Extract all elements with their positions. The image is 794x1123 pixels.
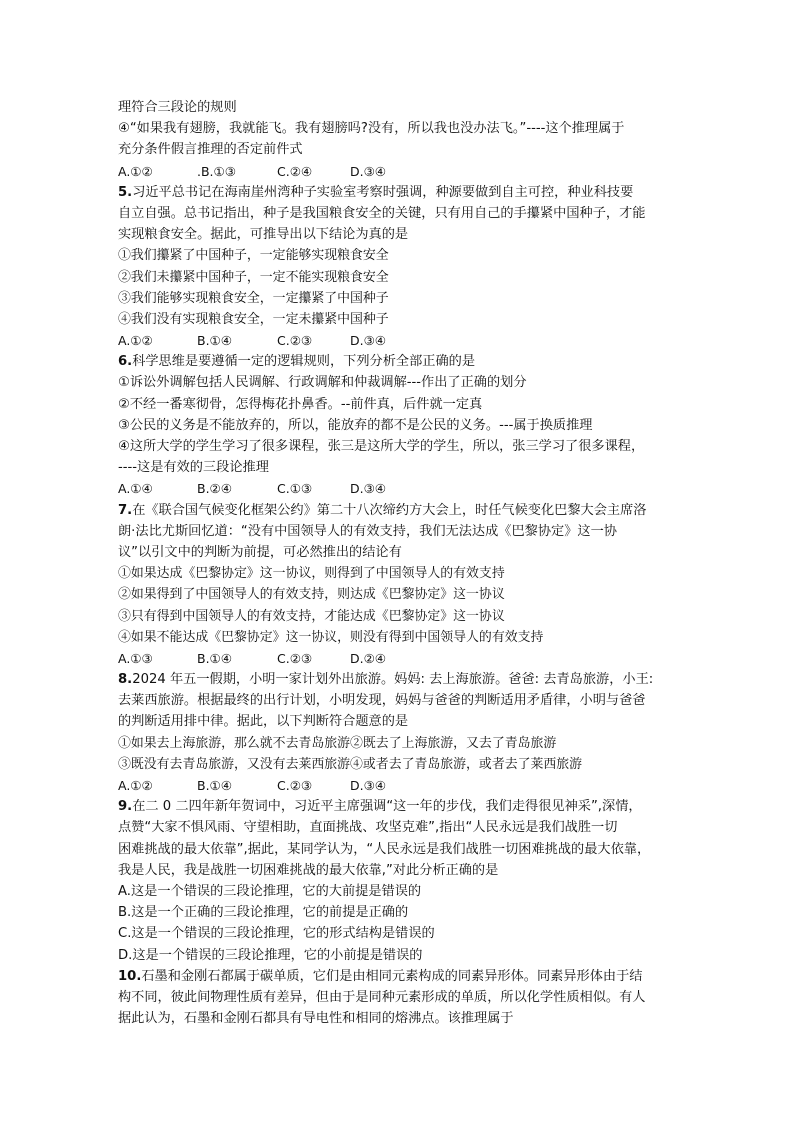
text-line <box>118 457 678 478</box>
line-text: 理符合三段论的规则 <box>118 100 237 115</box>
text-line <box>118 118 678 139</box>
line-text: 在二 0 二四年新年贺词中，习近平主席强调“这一年的步伐，我们走得很见神采”,深情， <box>132 799 642 815</box>
line-text: ③既没有去青岛旅游，又没有去莱西旅游④或者去了青岛旅游，或者去了莱西旅游 <box>118 756 583 772</box>
question-line <box>118 351 678 372</box>
text-line <box>118 415 678 436</box>
choice-c: C.①③ <box>277 481 313 497</box>
line-text: ④如果不能达成《巴黎协定》这一协议，则没有得到中国领导人的有效支持 <box>118 629 544 645</box>
text-line <box>118 203 678 224</box>
line-text: 在《联合国气候变化框架公约》第二十八次缔约方大会上，时任气候变化巴黎大会主席洛 <box>132 502 647 518</box>
text-line <box>118 139 678 160</box>
text-line <box>118 923 678 944</box>
document-page <box>118 97 678 1029</box>
line-text: ②如果得到了中国领导人的有效支持，则达成《巴黎协定》这一协议 <box>118 587 505 603</box>
text-line <box>118 542 678 563</box>
line-text: 朗·法比尤斯回忆道：“没有中国领导人的有效支持，我们无法达成《巴黎协定》这一协 <box>118 523 617 539</box>
line-text: ①如果达成《巴黎协定》这一协议，则得到了中国领导人的有效支持 <box>118 566 505 582</box>
line-text: 我是人民，我是战胜一切困难挑战的最大依靠,”对此分析正确的是 <box>118 862 499 878</box>
line-text: ④我们没有实现粮食安全，一定未攥紧中国种子 <box>118 311 389 327</box>
question-number: 9. <box>118 799 133 815</box>
choice-a: A.①③ <box>118 650 153 666</box>
option-line <box>118 245 678 266</box>
question-line <box>118 182 678 203</box>
question-line <box>118 796 678 817</box>
choice-c: C.②④ <box>277 163 313 179</box>
option-line <box>118 754 678 775</box>
line-text: 自立自强。总书记指出，种子是我国粮食安全的关键，只有用自己的手攥紧中国种子，才能 <box>118 205 646 221</box>
line-text: ③只有得到中国领导人的有效支持，才能达成《巴黎协定》这一协议 <box>118 608 505 624</box>
line-text: ③我们能够实现粮食安全，一定攥紧了中国种子 <box>118 290 389 306</box>
text-line <box>118 394 678 415</box>
question-number: 8. <box>118 672 133 688</box>
choice-d: D.③④ <box>350 333 387 349</box>
line-text: 据此认为，石墨和金刚石都具有导电性和相同的熔沸点。该推理属于 <box>118 1011 514 1027</box>
text-line <box>118 945 678 966</box>
text-line <box>118 1008 678 1029</box>
choice-b: B.②④ <box>197 481 232 497</box>
question-number: 7. <box>118 502 133 518</box>
line-text: ②不经一番寒彻骨，怎得梅花扑鼻香。--前件真，后件就一定真 <box>118 396 483 412</box>
line-text: A.这是一个错误的三段论推理，它的大前提是错误的 <box>118 883 422 899</box>
line-text: 去莱西旅游。根据最终的出行计划，小明发现，妈妈与爸爸的判断适用矛盾律，小明与爸爸 <box>118 693 646 709</box>
choice-c: C.②③ <box>277 650 313 666</box>
choice-b: B.①④ <box>197 333 232 349</box>
line-text: 科学思维是要遵循一定的逻辑规则，下列分析全部正确的是 <box>132 354 476 370</box>
choice-b: B.①④ <box>197 778 232 793</box>
text-line <box>118 711 678 732</box>
question-line <box>118 966 678 987</box>
line-text: 的判断适用排中律。据此，以下判断符合题意的是 <box>118 714 409 730</box>
option-line <box>118 627 678 648</box>
text-line <box>118 97 678 118</box>
text-line <box>118 817 678 838</box>
text-line <box>118 690 678 711</box>
line-text: 2024 年五一假期，小明一家计划外出旅游。妈妈: 去上海旅游。爸爸: 去青岛旅游，小王: <box>132 672 654 688</box>
answer-choices <box>118 330 678 351</box>
choice-d: D.③④ <box>350 163 387 179</box>
text-line <box>118 521 678 542</box>
answer-choices <box>118 161 678 182</box>
line-text: ④这所大学的学生学习了很多课程，张三是这所大学的学生，所以，张三学习了很多课程， <box>118 439 645 454</box>
option-line <box>118 584 678 605</box>
choice-b: B.①④ <box>197 650 232 666</box>
line-text: ①我们攥紧了中国种子，一定能够实现粮食安全 <box>118 248 389 264</box>
line-text: ----这是有效的三段论推理 <box>118 460 269 476</box>
line-text: 构不同，彼此间物理性质有差异，但由于是同种元素形成的单质，所以化学性质相似。有人 <box>118 989 646 1005</box>
line-text: 实现粮食安全。据此，可推导出以下结论为真的是 <box>118 227 409 243</box>
line-text: C.这是一个错误的三段论推理，它的形式结构是错误的 <box>118 926 435 942</box>
choice-c: C.②③ <box>277 778 313 793</box>
line-text: D.这是一个错误的三段论推理，它的小前提是错误的 <box>118 947 423 963</box>
option-line <box>118 606 678 627</box>
choice-d: D.③④ <box>350 481 387 497</box>
question-line <box>118 500 678 521</box>
text-line <box>118 372 678 393</box>
question-line <box>118 669 678 690</box>
choice-b: .B.①③ <box>197 163 236 179</box>
text-line <box>118 436 678 457</box>
answer-choices <box>118 648 678 669</box>
text-line <box>118 860 678 881</box>
answer-choices <box>118 775 678 796</box>
line-text: 议”以引文中的判断为前提，可必然推出的结论有 <box>118 544 402 560</box>
line-text: 充分条件假言推理的否定前件式 <box>118 142 303 158</box>
line-text: 习近平总书记在海南崖州湾种子实验室考察时强调，种源要做到自主可控，种业科技要 <box>132 184 634 200</box>
question-number: 10. <box>118 968 142 984</box>
text-line <box>118 987 678 1008</box>
option-line <box>118 309 678 330</box>
option-line <box>118 733 678 754</box>
line-text: ①如果去上海旅游，那么就不去青岛旅游②既去了上海旅游，又去了青岛旅游 <box>118 735 557 751</box>
question-number: 6. <box>118 354 133 370</box>
line-text: 石墨和金刚石都属于碳单质，它们是由相同元素构成的同素异形体。同素异形体由于结 <box>141 968 643 984</box>
line-text: 点赞“大家不惧风雨、守望相助，直面挑战、攻坚克难”,指出“人民永远是我们战胜一切 <box>118 820 618 836</box>
choice-c: C.②③ <box>277 333 313 349</box>
choice-d: D.②④ <box>350 650 387 666</box>
option-line <box>118 267 678 288</box>
text-line <box>118 839 678 860</box>
option-line <box>118 563 678 584</box>
choice-a: A.①② <box>118 163 153 179</box>
text-line <box>118 902 678 923</box>
choice-a: A.①② <box>118 778 153 793</box>
choice-a: A.①② <box>118 333 153 349</box>
line-text: ①诉讼外调解包括人民调解、行政调解和仲裁调解---作出了正确的划分 <box>118 375 527 391</box>
line-text: 困难挑战的最大依靠”,据此，某同学认为，“人民永远是我们战胜一切困难挑战的最大依靠， <box>118 841 651 857</box>
choice-a: A.①④ <box>118 481 153 497</box>
choice-d: D.③④ <box>350 778 387 793</box>
text-line <box>118 881 678 902</box>
line-text: ②我们未攥紧中国种子，一定不能实现粮食安全 <box>118 269 389 285</box>
line-text: B.这是一个正确的三段论推理，它的前提是正确的 <box>118 905 409 921</box>
line-text: ③公民的义务是不能放弃的，所以，能放弃的都不是公民的义务。---属于换质推理 <box>118 417 593 433</box>
line-text: ④“如果我有翅膀，我就能飞。我有翅膀吗?没有，所以我也没办法飞。”----这个推理属于 <box>118 121 625 137</box>
answer-choices <box>118 478 678 499</box>
text-line <box>118 224 678 245</box>
question-number: 5. <box>118 184 133 200</box>
option-line <box>118 288 678 309</box>
